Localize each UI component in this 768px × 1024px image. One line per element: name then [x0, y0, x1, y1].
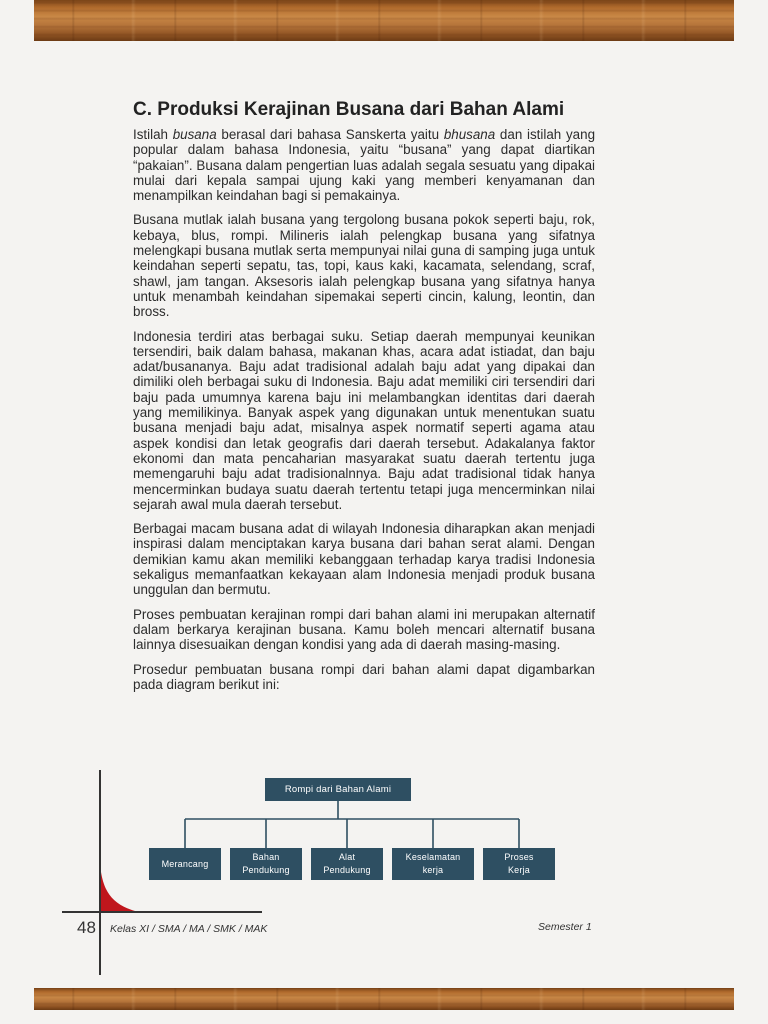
diagram-box-proses-kerja — [483, 848, 555, 880]
footer-semester-label: Semester 1 — [538, 921, 592, 933]
diagram-root-label: Rompi dari Bahan Alami — [284, 784, 392, 795]
paragraph-6: Prosedur pembuatan busana rompi dari bahan alami dapat digambarkan pada diagram berikut ini: — [133, 661, 595, 692]
diagram-root-box — [265, 778, 411, 801]
diagram-box-label — [406, 851, 461, 877]
diagram-box-merancang — [149, 848, 221, 880]
p1-italic-busana: busana — [172, 127, 217, 142]
footer-class-label: Kelas XI / SMA / MA / SMK / MAK — [110, 923, 268, 935]
paragraph-3: Indonesia terdiri atas berbagai suku. Setiap daerah mempunyai keunikan tersendiri, baik dalam bahasa, makanan khas, acara adat istiadat, dan baju adat/busananya. Baju adat tradisional adalah baju adat yang dipakai dan dimiliki oleh berbagai suku di Indonesia. Baju adat memiliki ciri tersendiri dari baju pada umumnya karena baju ini melambangkan identitas dari daerah yang memilikinya. Banyak aspek yang digunakan untuk menentukan suatu busana menjadi baju adat, misalnya aspek normatif seperti agama atau aspek kondisi dan letak geografis dari daerah tersebut. Adakalanya faktor ekonomi dan mata pencaharian masyarakat suatu daerah tertentu juga memengaruhi baju adat tradisionalnnya. Baju adat tradisional tidak hanya mencerminkan budaya suatu daerah tertentu tetapi juga mencerminkan nilai sejarah awal mula daerah tersebut. — [133, 328, 595, 512]
diagram-box-line2: Pendukung — [323, 865, 371, 875]
diagram-box-line1: Keselamatan — [405, 852, 461, 862]
diagram-box-bahan-pendukung — [230, 848, 302, 880]
section-title: C. Produksi Kerajinan Busana dari Bahan Alami — [133, 99, 565, 120]
p1-text-c: berasal dari bahasa Sanskerta yaitu — [216, 127, 444, 142]
red-curve-icon — [101, 872, 141, 912]
diagram-box-line2: Kerja — [507, 865, 530, 875]
paragraph-4: Berbagai macam busana adat di wilayah Indonesia diharapkan akan menjadi inspirasi dalam menciptakan karya busana dari bahan serat alami. Dengan demikian kamu akan memiliki kebanggaan terhadap karya tradisi Indonesia sekaligus memanfaatkan kekayaan alam Indonesia menjadi produk busana unggulan dan bermutu. — [133, 521, 595, 598]
p1-text-e: dan istilah yang popular dalam bahasa Indonesia, yaitu “busana” yang dapat diartikan “pakaian”. Busana dalam pengertian luas adalah segala sesuatu yang dipakai mulai dari kepala sampai ujung kaki yang memberi kenyamanan dan menampilkan keindahan bagi si pemakainya. — [133, 127, 596, 204]
p1-italic-bhusana: bhusana — [443, 127, 496, 142]
diagram-box-label — [242, 851, 289, 877]
diagram-box-label — [504, 851, 533, 877]
diagram-box-label: Merancang — [161, 858, 209, 869]
paragraph-2: Busana mutlak ialah busana yang tergolong busana pokok seperti baju, rok, kebaya, blus, rompi. Milineris ialah pelengkap busana yang sifatnya melengkapi busana mutlak serta mempunyai nilai guna di samping juga untuk keindahan seperti sepatu, tas, topi, kaus kaki, kacamata, selendang, scraf, shawl, jam tangan. Aksesoris ialah pelengkap busana yang sifatnya hanya untuk menambah keindahan sipemakai seperti cincin, kalung, leontin, dan bross. — [133, 212, 595, 320]
diagram-box-alat-pendukung — [311, 848, 383, 880]
diagram-box-label — [323, 851, 370, 877]
top-wood-banner — [34, 0, 734, 41]
diagram-box-line2: Pendukung — [242, 865, 290, 875]
margin-axis-horizontal — [62, 911, 262, 913]
diagram-box-line1: Proses — [504, 852, 534, 862]
body-text — [133, 127, 595, 701]
paragraph-1 — [133, 127, 595, 203]
diagram-box-keselamatan-kerja — [392, 848, 474, 880]
paragraph-5: Proses pembuatan kerajinan rompi dari bahan alami ini merupakan alternatif dalam berkarya kerajinan busana. Kamu boleh mencari alternatif busana lainnya disesuaikan dengan kondisi yang ada di daerah masing-masing. — [133, 606, 595, 653]
p1-text-a: Istilah — [133, 127, 173, 142]
diagram-box-line1: Bahan — [252, 852, 280, 862]
diagram-box-line2: kerja — [422, 865, 444, 875]
diagram-box-line1: Alat — [338, 852, 356, 862]
bottom-wood-banner — [34, 988, 734, 1010]
page-number: 48 — [77, 918, 96, 937]
